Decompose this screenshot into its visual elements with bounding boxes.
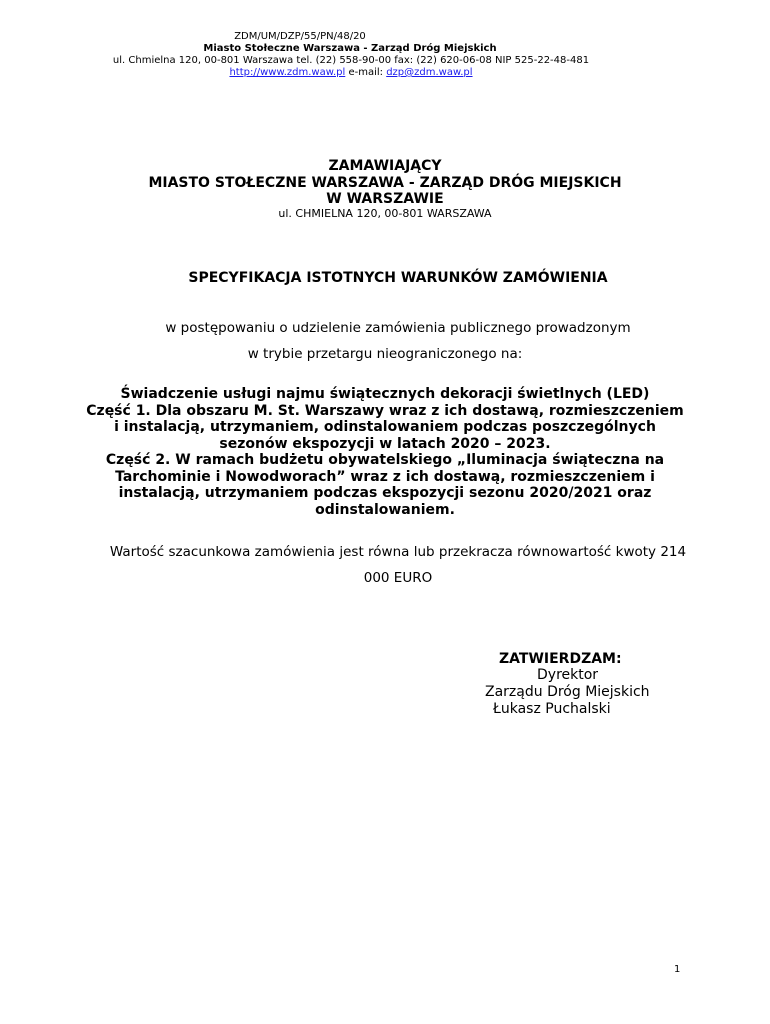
intro-line-1: w postępowaniu o udzielenie zamówienia publicznego prowadzonym: [165, 320, 631, 336]
ordering-party-name: MIASTO STOŁECZNE WARSZAWA - ZARZĄD DRÓG MIEJSKICH: [148, 175, 622, 191]
contact-line: [0, 67, 736, 79]
approval-role: Dyrektor: [537, 667, 599, 683]
ordering-party-address: ul. CHMIELNA 120, 00-801 WARSZAWA: [278, 207, 492, 220]
approval-unit: Zarządu Dróg Miejskich: [485, 684, 650, 700]
subject-line: sezonów ekspozycji w latach 2020 – 2023.: [219, 436, 551, 452]
ordering-party-heading: ZAMAWIAJĄCY: [328, 158, 442, 174]
subject-line: Świadczenie usługi najmu świątecznych dekoracji świetlnych (LED): [120, 386, 650, 402]
subject-line: i instalacją, utrzymaniem, odinstalowaniem podczas poszczególnych: [114, 419, 656, 435]
intro-line-2: w trybie przetargu nieograniczonego na:: [247, 346, 523, 362]
approval-name: Łukasz Puchalski: [493, 701, 611, 717]
organization-address: ul. Chmielna 120, 00-801 Warszawa tel. (22) 558-90-00 fax: (22) 620-06-08 NIP 525-22-48-481: [112, 55, 590, 66]
spec-title: SPECYFIKACJA ISTOTNYCH WARUNKÓW ZAMÓWIENIA: [188, 270, 608, 286]
website-link[interactable]: http://www.zdm.waw.pl: [229, 67, 346, 78]
approval-heading: ZATWIERDZAM:: [499, 651, 622, 667]
subject-line: odinstalowaniem.: [315, 502, 455, 518]
subject-line: Część 1. Dla obszaru M. St. Warszawy wraz z ich dostawą, rozmieszczeniem: [86, 403, 684, 419]
subject-line: instalacją, utrzymaniem podczas ekspozycji sezonu 2020/2021 oraz: [118, 485, 652, 501]
email-label: e-mail:: [345, 67, 387, 78]
estimated-value-line-2: 000 EURO: [363, 570, 433, 586]
reference-number: ZDM/UM/DZP/55/PN/48/20: [234, 31, 366, 42]
email-link[interactable]: dzp@zdm.waw.pl: [386, 67, 473, 78]
estimated-value-line-1: Wartość szacunkowa zamówienia jest równa lub przekracza równowartość kwoty 214: [109, 544, 687, 560]
ordering-party-city: W WARSZAWIE: [326, 191, 444, 207]
subject-line: Tarchominie i Nowodworach” wraz z ich dostawą, rozmieszczeniem i: [115, 469, 655, 485]
page-number: 1: [674, 964, 681, 975]
subject-line: Część 2. W ramach budżetu obywatelskiego „Iluminacja świąteczna na: [105, 452, 665, 468]
organization-name: Miasto Stołeczne Warszawa - Zarząd Dróg Miejskich: [203, 43, 497, 54]
